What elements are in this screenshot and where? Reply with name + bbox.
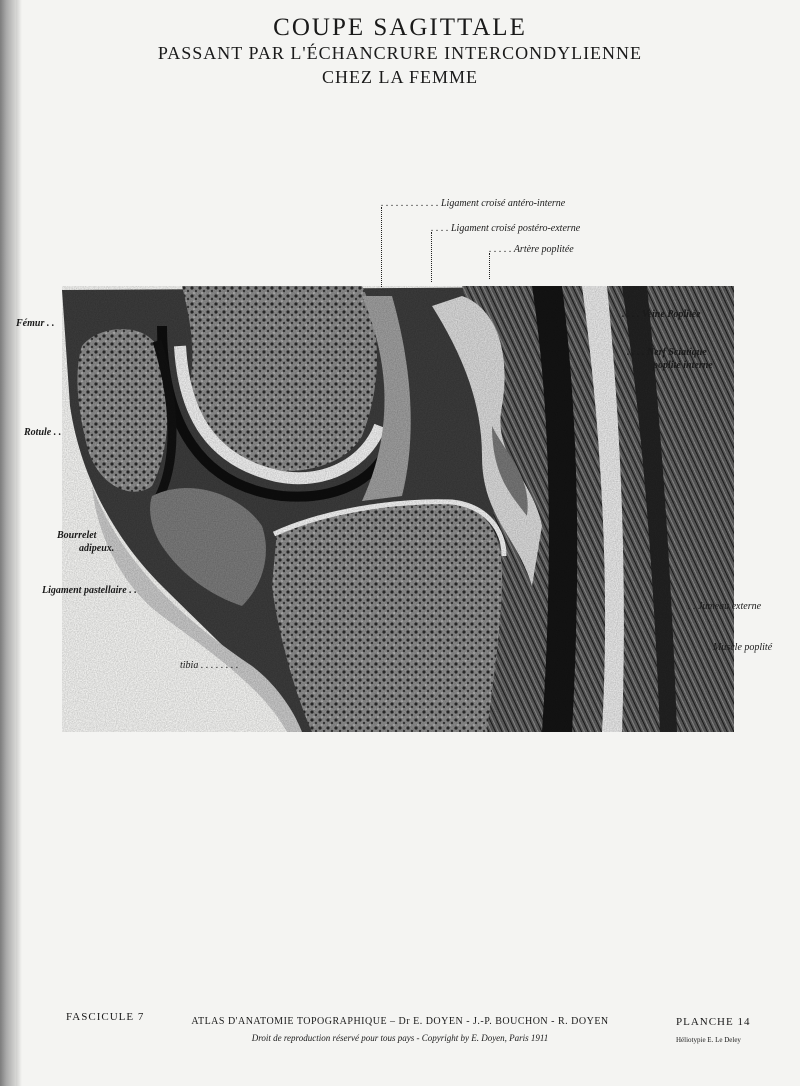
label-bourrelet-line2: adipeux. xyxy=(79,543,115,554)
leader-dots: . . . . . . . . xyxy=(198,660,239,671)
label-text: Jumeau externe xyxy=(698,601,762,612)
label-muscle-poplite xyxy=(708,642,772,653)
label-text: tibia xyxy=(180,660,199,671)
label-text: Veine Poplitée xyxy=(642,309,701,320)
footer-heliotypie: Héliotypie E. Le Deley xyxy=(676,1036,741,1044)
label-text: Artère poplitée xyxy=(513,244,574,255)
label-text: Ligament croisé antéro-interne xyxy=(441,198,566,209)
label-femur xyxy=(16,318,54,329)
label-text: Ligament croisé postéro-externe xyxy=(451,223,581,234)
label-nerf-sciatique-line2: poplité interne xyxy=(653,360,713,371)
label-nerf-sciatique xyxy=(627,347,707,358)
leader-dots: . . xyxy=(44,318,55,329)
label-text: Muscle poplité xyxy=(713,642,773,653)
leader-dots: . . xyxy=(688,601,698,612)
leader-dots: . xyxy=(708,642,713,653)
leader-dots: . . xyxy=(126,585,137,596)
leader-dots: . . . . xyxy=(622,309,642,320)
label-bourrelet: Bourrelet xyxy=(57,530,97,541)
footer-atlas-title: ATLAS D'ANATOMIE TOPOGRAPHIQUE – Dr E. DOYEN - J.-P. BOUCHON - R. DOYEN xyxy=(191,1016,609,1027)
footer-fascicule: FASCICULE 7 xyxy=(66,1011,145,1023)
label-text: Rotule xyxy=(24,427,52,438)
leader-artere xyxy=(489,253,490,279)
leader-dots: . . . . . xyxy=(489,244,514,255)
page-subtitle-2: CHEZ LA FEMME xyxy=(321,67,478,87)
label-tibia xyxy=(180,660,238,671)
label-rotule xyxy=(24,427,61,438)
footer-planche: PLANCHE 14 xyxy=(676,1016,751,1028)
footer-copyright: Droit de reproduction réservé pour tous pays - Copyright by E. Doyen, Paris 1911 xyxy=(251,1033,549,1043)
label-text: Ligament pastellaire xyxy=(42,585,127,596)
label-ligament-postero-externe xyxy=(431,223,580,234)
label-jumeau-externe xyxy=(688,601,761,612)
label-ligament-antero-interne xyxy=(381,198,565,209)
label-text: Nerf Sciatique xyxy=(647,347,707,358)
leader-dots: . . . . xyxy=(431,223,451,234)
leader-dots: . . . . xyxy=(627,347,647,358)
leader-dots: . . xyxy=(51,427,62,438)
page-edge xyxy=(0,0,16,1086)
label-veine-poplitee xyxy=(622,309,701,320)
leader-ligament-antero xyxy=(381,207,382,287)
label-text: Fémur xyxy=(16,318,45,329)
label-ligament-pastellaire xyxy=(42,585,137,596)
leader-ligament-postero xyxy=(431,232,432,282)
page-edge-shadow xyxy=(16,0,22,1086)
label-artere-poplitee xyxy=(489,244,574,255)
page-title: COUPE SAGITTALE xyxy=(273,14,527,41)
leader-dots: . . . . . . . . . . . . xyxy=(381,198,441,209)
page-subtitle-1: PASSANT PAR L'ÉCHANCRURE INTERCONDYLIENNE xyxy=(157,43,643,63)
